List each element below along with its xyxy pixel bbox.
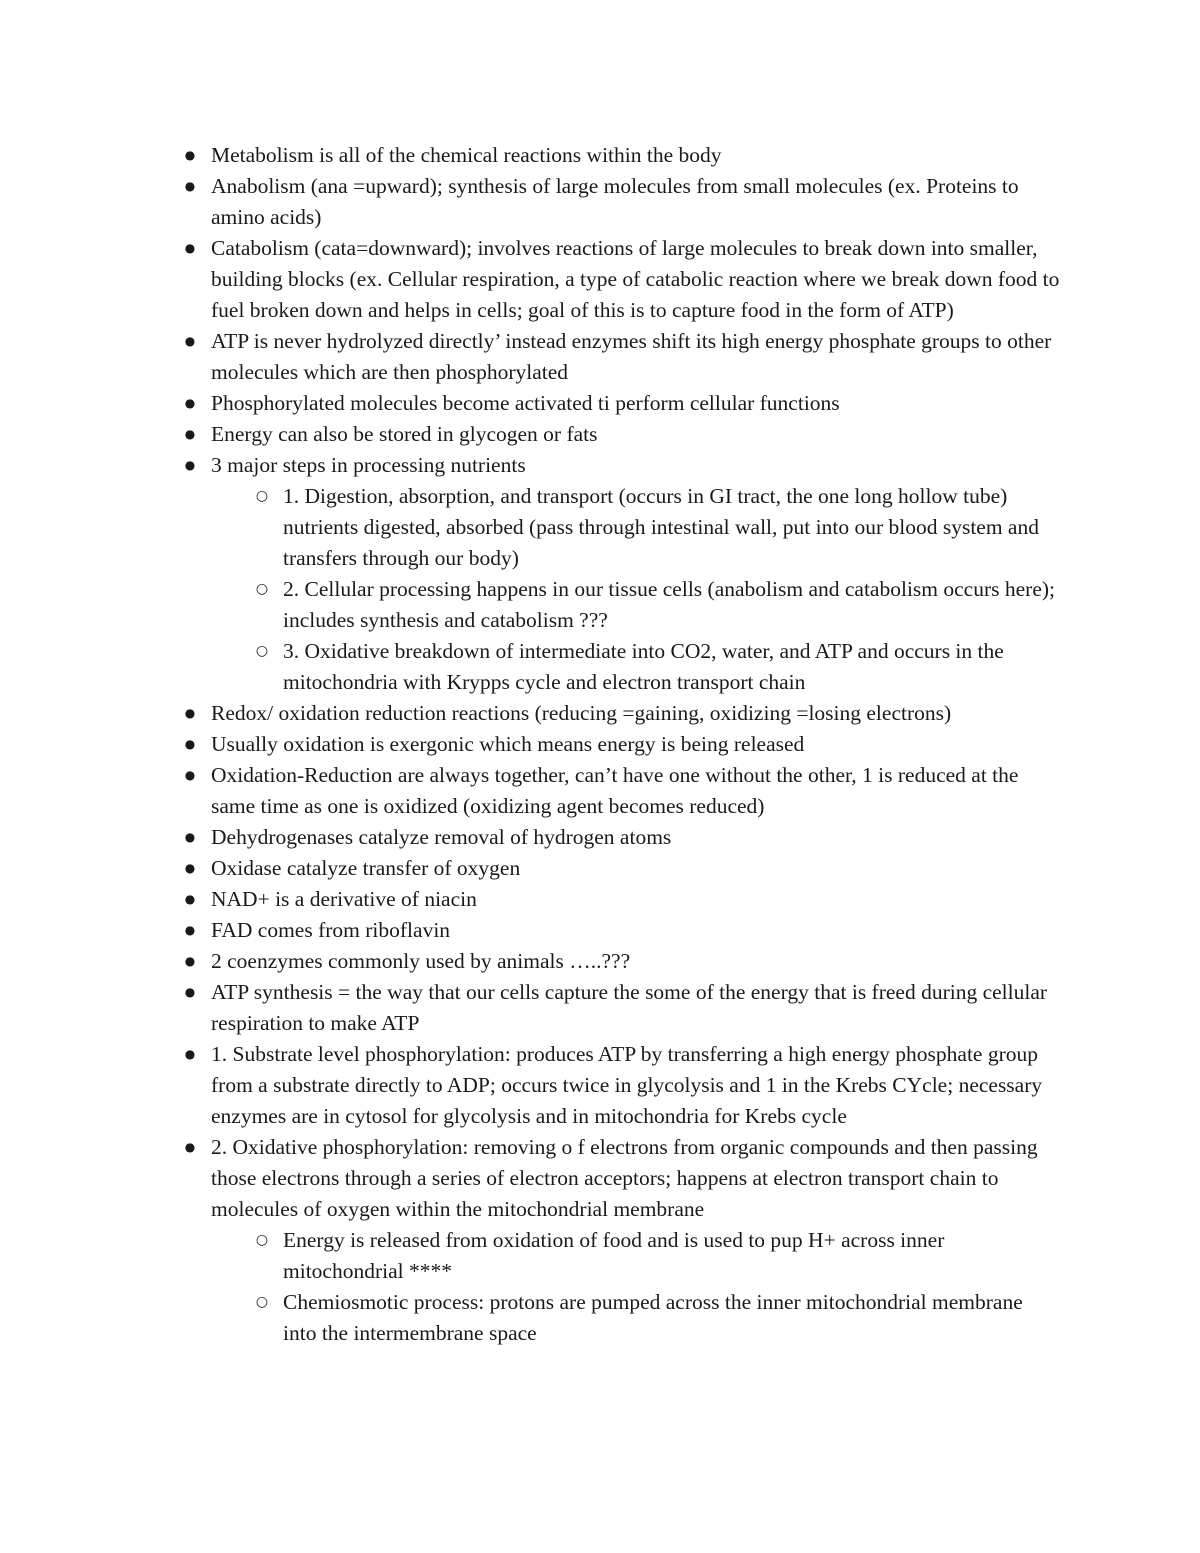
- list-item: [184, 233, 1061, 326]
- list-item: [184, 884, 1061, 915]
- bullet-dot-icon: ●: [184, 737, 196, 751]
- list-item-text: Anabolism (ana =upward); synthesis of large molecules from small molecules (ex. Proteins to amino acids): [211, 174, 1019, 229]
- bullet-dot-icon: ●: [184, 241, 196, 255]
- list-item-text: Phosphorylated molecules become activated ti perform cellular functions: [211, 391, 840, 415]
- bullet-dot-icon: ●: [184, 892, 196, 906]
- list-item-text: NAD+ is a derivative of niacin: [211, 887, 477, 911]
- list-item: [184, 388, 1061, 419]
- bullet-dot-icon: ●: [184, 334, 196, 348]
- sub-list-item-text: Chemiosmotic process: protons are pumped across the inner mitochondrial membrane into the intermembrane space: [283, 1290, 1023, 1345]
- list-item-text: 2. Oxidative phosphorylation: removing o f electrons from organic compounds and then passing those electrons through a series of electron acceptors; happens at electron transport chain to molecules of oxygen within the mitochondrial membrane: [211, 1135, 1038, 1221]
- list-item-text: ATP synthesis = the way that our cells capture the some of the energy that is freed during cellular respiration to make ATP: [211, 980, 1048, 1035]
- list-item: [184, 946, 1061, 977]
- bullet-dot-icon: ●: [184, 706, 196, 720]
- sub-list-item: [255, 574, 1061, 636]
- list-item: [184, 1039, 1061, 1132]
- bullet-dot-icon: ●: [184, 148, 196, 162]
- list-item: [184, 450, 1061, 481]
- sub-list-item-text: 2. Cellular processing happens in our tissue cells (anabolism and catabolism occurs here); includes synthesis and catabolism ???: [283, 577, 1055, 632]
- bullet-dot-icon: ●: [184, 396, 196, 410]
- bullet-dot-icon: ●: [184, 458, 196, 472]
- sub-list-item: [255, 1225, 1061, 1287]
- sub-list-item: [255, 481, 1061, 574]
- list-item: [184, 760, 1061, 822]
- list-item: [184, 698, 1061, 729]
- sub-list-item-text: 1. Digestion, absorption, and transport (occurs in GI tract, the one long hollow tube) nutrients digested, absorbed (pass through intestinal wall, put into our blood system and transfers through our body): [283, 484, 1039, 570]
- bullet-dot-icon: ●: [184, 1047, 196, 1061]
- list-item: [184, 419, 1061, 450]
- bullet-dot-icon: ●: [184, 768, 196, 782]
- bullet-dot-icon: ●: [184, 179, 196, 193]
- list-item-text: 2 coenzymes commonly used by animals …..???: [211, 949, 631, 973]
- notes-list: [184, 140, 1061, 1349]
- bullet-circle-icon: ○: [255, 1232, 269, 1248]
- sub-list-item-text: 3. Oxidative breakdown of intermediate into CO2, water, and ATP and occurs in the mitochondria with Krypps cycle and electron transport chain: [283, 639, 1004, 694]
- list-item-text: Usually oxidation is exergonic which means energy is being released: [211, 732, 805, 756]
- list-item-text: Oxidation-Reduction are always together, can’t have one without the other, 1 is reduced at the same time as one is oxidized (oxidizing agent becomes reduced): [211, 763, 1019, 818]
- bullet-dot-icon: ●: [184, 923, 196, 937]
- list-item: [184, 915, 1061, 946]
- bullet-dot-icon: ●: [184, 861, 196, 875]
- bullet-circle-icon: ○: [255, 581, 269, 597]
- list-item: [184, 326, 1061, 388]
- bullet-circle-icon: ○: [255, 643, 269, 659]
- list-item-text: Catabolism (cata=downward); involves reactions of large molecules to break down into smaller, building blocks (ex. Cellular respiration, a type of catabolic reaction where we break down food to fuel broken down and helps in cells; goal of this is to capture food in the form of ATP): [211, 236, 1060, 322]
- list-item-text: 3 major steps in processing nutrients: [211, 453, 526, 477]
- bullet-dot-icon: ●: [184, 985, 196, 999]
- list-item-text: Dehydrogenases catalyze removal of hydrogen atoms: [211, 825, 672, 849]
- bullet-circle-icon: ○: [255, 1294, 269, 1310]
- list-item-text: Metabolism is all of the chemical reactions within the body: [211, 143, 722, 167]
- list-item-text: 1. Substrate level phosphorylation: produces ATP by transferring a high energy phosphate group from a substrate directly to ADP; occurs twice in glycolysis and 1 in the Krebs CYcle; necessary enzymes are in cytosol for glycolysis and in mitochondria for Krebs cycle: [211, 1042, 1043, 1128]
- list-item: [184, 853, 1061, 884]
- list-item: [184, 140, 1061, 171]
- bullet-circle-icon: ○: [255, 488, 269, 504]
- list-item-text: Redox/ oxidation reduction reactions (reducing =gaining, oxidizing =losing electrons): [211, 701, 952, 725]
- list-item-text: ATP is never hydrolyzed directly’ instead enzymes shift its high energy phosphate groups to other molecules which are then phosphorylated: [211, 329, 1052, 384]
- list-item: [184, 171, 1061, 233]
- list-item: [184, 822, 1061, 853]
- bullet-dot-icon: ●: [184, 830, 196, 844]
- sub-list-item-text: Energy is released from oxidation of food and is used to pup H+ across inner mitochondrial ****: [283, 1228, 945, 1283]
- list-item: [184, 977, 1061, 1039]
- list-item-text: FAD comes from riboflavin: [211, 918, 451, 942]
- bullet-dot-icon: ●: [184, 1140, 196, 1154]
- sub-list-item: [255, 636, 1061, 698]
- list-item-text: Oxidase catalyze transfer of oxygen: [211, 856, 521, 880]
- sub-list-item: [255, 1287, 1061, 1349]
- list-item: [184, 1132, 1061, 1225]
- bullet-dot-icon: ●: [184, 427, 196, 441]
- bullet-dot-icon: ●: [184, 954, 196, 968]
- list-item: [184, 729, 1061, 760]
- list-item-text: Energy can also be stored in glycogen or fats: [211, 422, 598, 446]
